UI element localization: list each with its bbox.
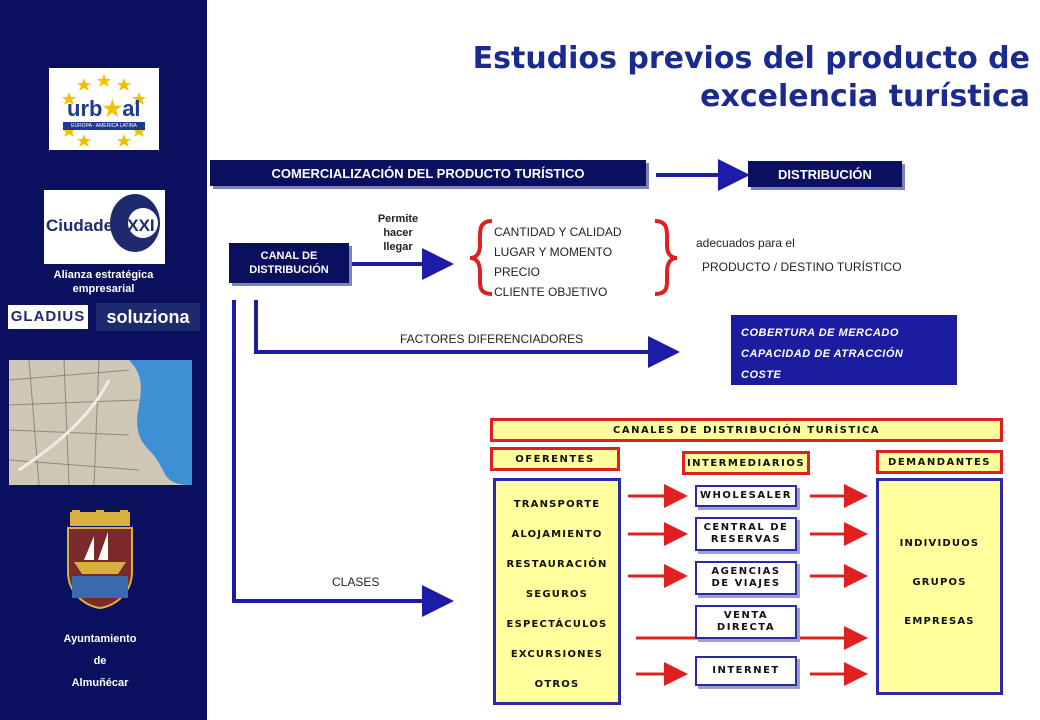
list-item: CAPACIDAD DE ATRACCIÓN [741,348,904,360]
clases-label: CLASES [332,575,380,589]
alliance-line1: Alianza estratégica [53,269,154,281]
urbal-subtitle: EUROPA - AMERICA LATINA [63,122,145,130]
left-brace-icon [470,221,492,294]
list-item: CANTIDAD Y CALIDAD [494,225,622,239]
city-line2: de [93,655,107,667]
demandantes-header: DEMANDANTES [876,450,1003,474]
comercializacion-box: COMERCIALIZACIÓN DEL PRODUCTO TURÍSTICO [210,160,646,186]
venta-directa-box: VENTA DIRECTA [695,605,797,639]
list-item: ESPECTÁCULOS [506,619,608,630]
permite-line2: hacer [383,227,413,239]
city-line3: Almuñécar [71,677,129,689]
city-line1: Ayuntamiento [63,633,137,645]
list-item: SEGUROS [525,589,589,600]
gladius-logo: GLADIUS [8,305,88,329]
list-item: ALOJAMIENTO [511,529,603,540]
producto-label: PRODUCTO / DESTINO TURÍSTICO [702,260,902,274]
list-item: PRECIO [494,265,541,279]
wholesaler-box: WHOLESALER [695,485,797,507]
page-title-line2: excelencia turística [700,79,1030,114]
list-item: EMPRESAS [904,616,975,627]
factores-label: FACTORES DIFERENCIADORES [400,332,584,346]
page-title-line1: Estudios previos del producto de [472,41,1030,76]
cobertura-box [731,315,957,385]
ciudades-text: Ciudades XXI [46,216,155,235]
list-item: LUGAR Y MOMENTO [494,245,613,259]
demandantes-list [876,478,1003,695]
urbal-text-b: al [122,96,141,121]
list-item: CLIENTE OBJETIVO [494,285,608,299]
list-item: RESTAURACIÓN [506,559,608,570]
urbal-text-a: urb [67,96,103,121]
permite-label [362,212,434,254]
alliance-line2: empresarial [72,283,135,295]
list-item: INDIVIDUOS [899,538,980,549]
oferentes-header: OFERENTES [490,447,620,471]
central-reservas-box: CENTRAL DE RESERVAS [695,517,797,551]
adecuados-label: adecuados para el [696,236,795,250]
list-item: COBERTURA DE MERCADO [741,327,899,339]
list-item: EXCURSIONES [510,649,604,660]
permite-line1: Permite [377,213,419,225]
list-item: GRUPOS [912,577,967,588]
soluziona-logo: soluziona [96,303,200,331]
permite-line3: llegar [383,241,413,253]
canales-title: CANALES DE DISTRIBUCIÓN TURÍSTICA [490,418,1003,442]
list-item: TRANSPORTE [513,499,601,510]
internet-box: INTERNET [695,656,797,686]
distribucion-box: DISTRIBUCIÓN [748,161,902,187]
intermediarios-header: INTERMEDIARIOS [682,451,810,475]
list-item: COSTE [741,369,782,381]
right-brace-icon [655,221,677,294]
oferentes-list [493,478,621,705]
factors-list [494,222,622,302]
canal-box: CANAL DE DISTRIBUCIÓN [229,243,349,283]
urbal-text: urb★al [67,96,141,121]
agencias-box: AGENCIAS DE VIAJES [695,561,797,595]
list-item: OTROS [534,679,580,690]
